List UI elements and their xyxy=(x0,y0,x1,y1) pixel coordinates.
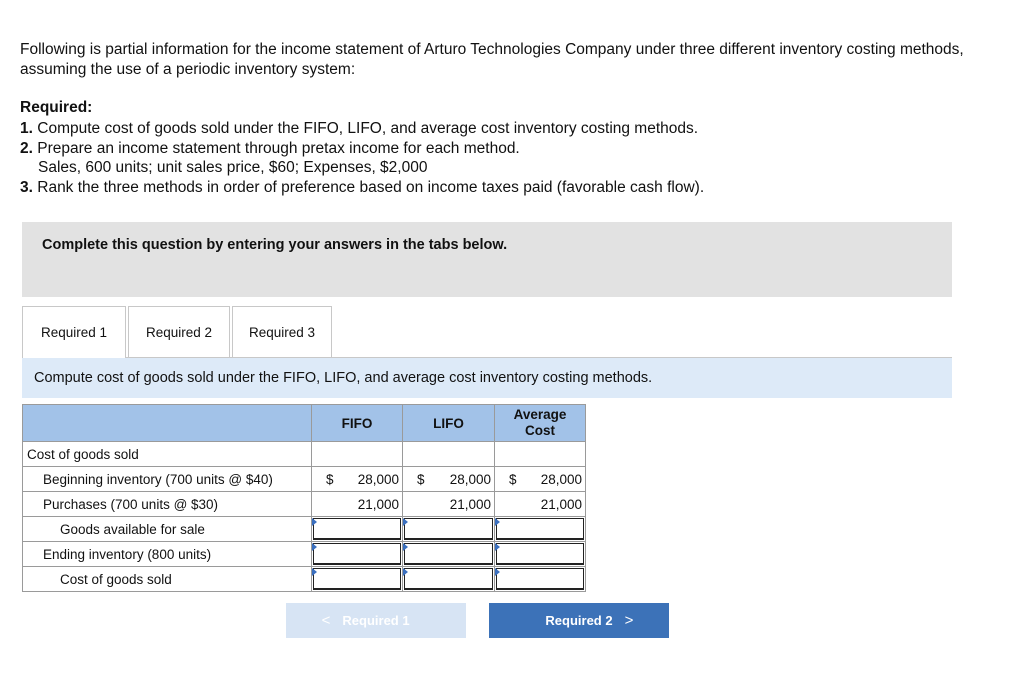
header-blank xyxy=(23,405,312,442)
banner-text: Complete this question by entering your answers in the tabs below. xyxy=(42,237,508,253)
prev-button-label: Required 1 xyxy=(342,613,410,628)
required-heading: Required: xyxy=(20,99,93,116)
required-list xyxy=(20,119,704,197)
row-label-ending-inventory: Ending inventory (800 units) xyxy=(23,542,312,567)
row-label-purchases: Purchases (700 units @ $30) xyxy=(23,492,312,517)
blank-cell xyxy=(312,442,403,467)
row-label-goods-available: Goods available for sale xyxy=(23,517,312,542)
next-button[interactable] xyxy=(489,603,669,638)
value-cell: 21,000 xyxy=(495,492,586,517)
required-item-2-detail: Sales, 600 units; unit sales price, $60; Expenses, $2,000 xyxy=(38,159,428,176)
average-goods-available-input[interactable] xyxy=(495,517,586,542)
blank-cell xyxy=(403,442,495,467)
next-button-label: Required 2 xyxy=(545,613,613,628)
lifo-ending-inventory-input[interactable] xyxy=(403,542,495,567)
fifo-goods-available-input[interactable] xyxy=(312,517,403,542)
required-item-2: 2. Prepare an income statement through pretax income for each method. xyxy=(20,139,520,157)
row-label-beginning-inventory: Beginning inventory (700 units @ $40) xyxy=(23,467,312,492)
value-cell: 21,000 xyxy=(403,492,495,517)
value-cell: 21,000 xyxy=(312,492,403,517)
instructions-banner xyxy=(22,222,952,297)
fifo-cogs-input[interactable] xyxy=(312,567,403,592)
average-ending-inventory-input[interactable] xyxy=(495,542,586,567)
average-cogs-input[interactable] xyxy=(495,567,586,592)
value-cell: $ 28,000 xyxy=(495,467,586,492)
intro-text: Following is partial information for the income statement of Arturo Technologies Company under three different inventory costing methods, assuming the use of a periodic inventory system: xyxy=(20,41,964,78)
value-cell: $ 28,000 xyxy=(403,467,495,492)
required-item-1: 1. Compute cost of goods sold under the FIFO, LIFO, and average cost inventory costing methods. xyxy=(20,120,699,137)
fifo-ending-inventory-input[interactable] xyxy=(312,542,403,567)
value-cell: $ 28,000 xyxy=(312,467,403,492)
required-item-3: 3. Rank the three methods in order of preference based on income taxes paid (favorable cash flow). xyxy=(20,178,705,196)
cogs-table xyxy=(22,404,586,592)
header-average-cost: Average Cost xyxy=(495,405,586,442)
header-lifo: LIFO xyxy=(403,405,495,442)
tab-required-1[interactable]: Required 1 xyxy=(22,306,126,358)
instruction-bar xyxy=(22,358,952,398)
tab-required-2[interactable]: Required 2 xyxy=(128,306,230,358)
header-fifo: FIFO xyxy=(312,405,403,442)
lifo-cogs-input[interactable] xyxy=(403,567,495,592)
chevron-left-icon: < xyxy=(321,612,331,629)
prev-button[interactable] xyxy=(286,603,466,638)
lifo-goods-available-input[interactable] xyxy=(403,517,495,542)
instruction-text: Compute cost of goods sold under the FIFO, LIFO, and average cost inventory costing methods. xyxy=(34,370,653,386)
blank-cell xyxy=(495,442,586,467)
tab-required-3[interactable]: Required 3 xyxy=(232,306,332,358)
row-label-cogs: Cost of goods sold xyxy=(23,567,312,592)
section-label: Cost of goods sold xyxy=(23,442,312,467)
chevron-right-icon: > xyxy=(624,612,634,629)
